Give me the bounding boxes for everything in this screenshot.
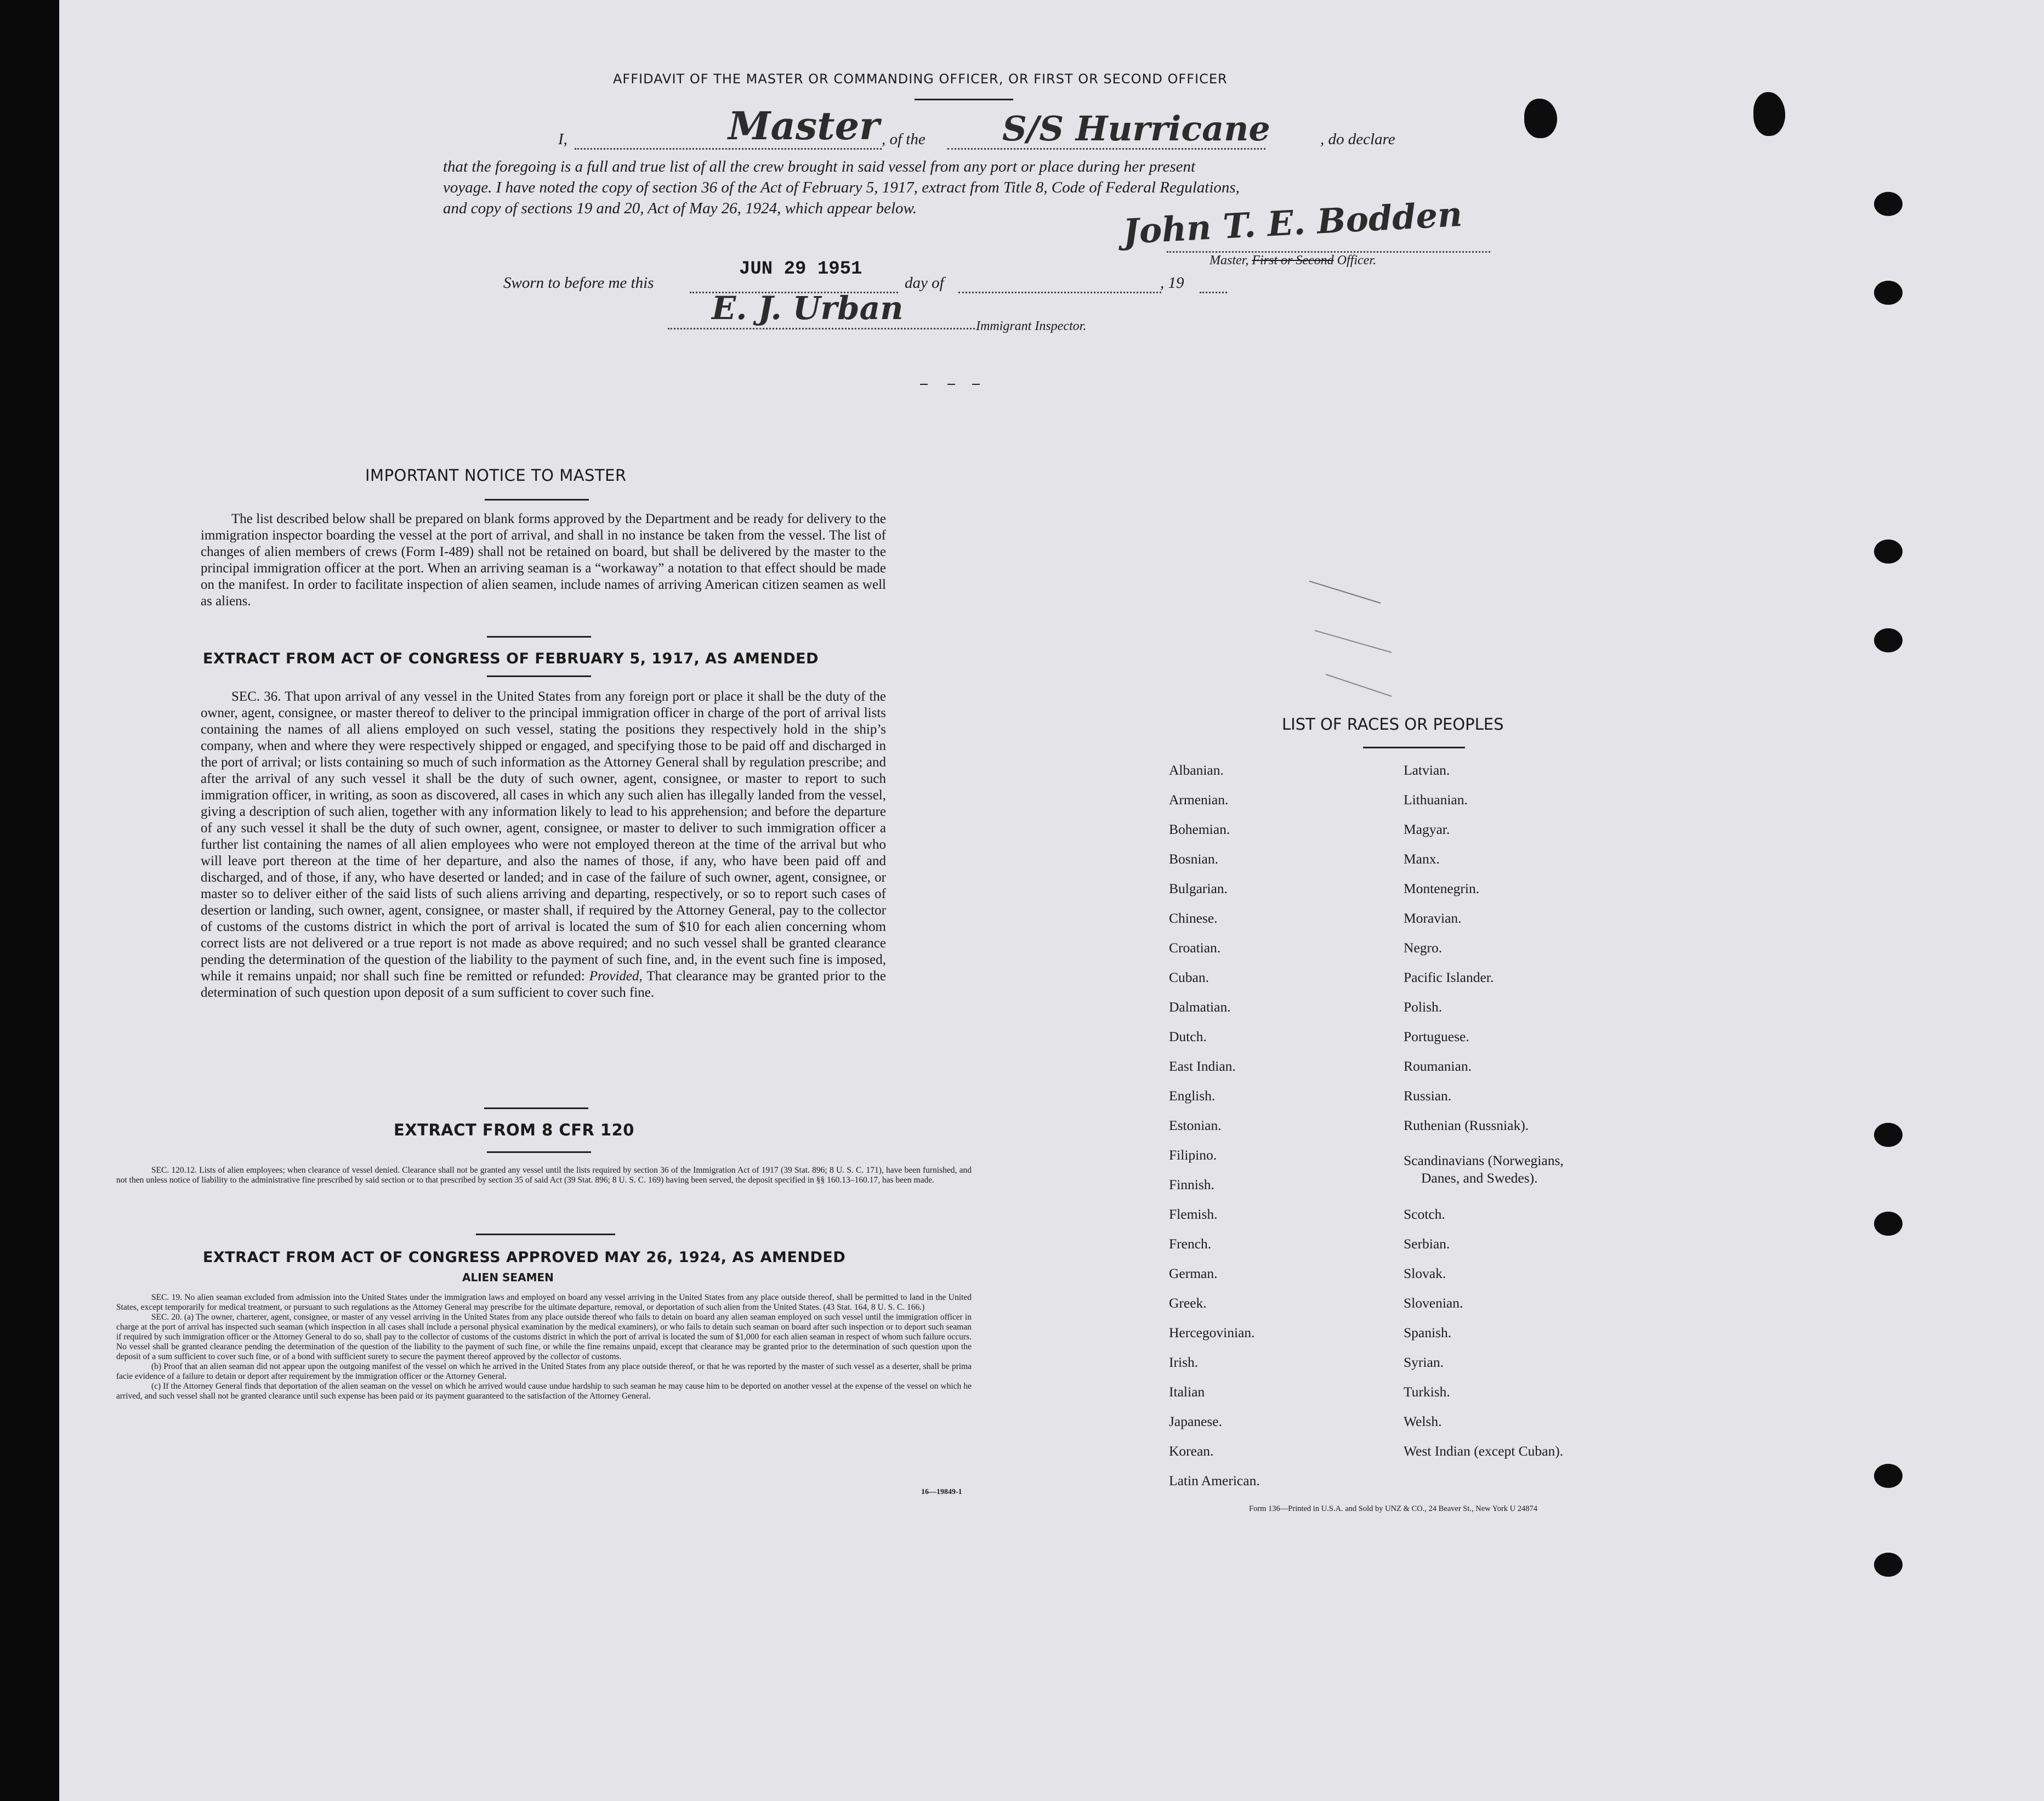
- provided-keyword: Provided,: [589, 969, 643, 984]
- section-divider: [484, 1107, 588, 1109]
- race-col2-item: Spanish.: [1404, 1325, 1452, 1340]
- binder-hole: [1874, 281, 1903, 305]
- inspector-caption: Immigrant Inspector.: [976, 319, 1087, 333]
- i-label: I,: [558, 130, 567, 148]
- extract-1917-divider: [487, 675, 591, 677]
- of-the-label: , of the: [882, 130, 926, 148]
- handwritten-rank: Master: [728, 103, 880, 149]
- race-col1-item: Bohemian.: [1169, 821, 1230, 837]
- binder-hole: [1874, 628, 1903, 652]
- race-col2-item: Moravian.: [1404, 910, 1462, 926]
- stray-mark: [920, 384, 928, 385]
- race-col2-item: Danes, and Swedes).: [1421, 1170, 1538, 1186]
- race-col1-item: Croatian.: [1169, 940, 1221, 956]
- race-col1-item: Cuban.: [1169, 969, 1209, 985]
- race-col2-item: West Indian (except Cuban).: [1404, 1443, 1564, 1459]
- race-col1-item: Italian: [1169, 1384, 1205, 1400]
- section-divider: [476, 1234, 615, 1235]
- alien-seamen-subtitle: ALIEN SEAMEN: [462, 1271, 554, 1284]
- sec36-text-end: That clearance may be granted prior to the determination of such question upon deposit of a sum sufficient to cover such fine.: [201, 969, 886, 1000]
- race-col1-item: Bulgarian.: [1169, 880, 1228, 896]
- race-col2-item: Latvian.: [1404, 762, 1450, 778]
- race-col1-item: English.: [1169, 1088, 1216, 1104]
- race-col2-item: Montenegrin.: [1404, 880, 1480, 896]
- sec20c-text: (c) If the Attorney General finds that deportation of the alien seaman on the vessel on which he arrived would cause undue hardship to such seaman he may cause him to be deported on another vessel at the expense of the vessel on which he arrived, and such vessel shall not be granted clearance until such expense has been paid or its payment guaranteed to the satisfaction of the Attorney General.: [116, 1382, 972, 1401]
- day-of-label: day of: [905, 274, 944, 292]
- race-col1-item: Chinese.: [1169, 910, 1218, 926]
- inspector-signature: E. J. Urban: [712, 289, 904, 327]
- race-col1-item: Albanian.: [1169, 762, 1224, 778]
- race-col2-item: Slovak.: [1404, 1265, 1446, 1281]
- pencil-marks: [1304, 570, 1397, 702]
- form-footer: Form 136—Printed in U.S.A. and Sold by UNZ & CO., 24 Beaver St., New York U 24874: [1249, 1504, 1538, 1513]
- sec19-text: SEC. 19. No alien seaman excluded from admission into the United States under the immigration laws and employed on board any vessel arriving in the United States from any place outside thereof, shall be permitted to land in the United States, except temporarily for medical treatment, or pursuant to such regulations as the Attorney General may prescribe for the ultimate departure, removal, or deportation of such alien from the United States. (43 Stat. 164, 8 U. S. C. 166.): [116, 1293, 972, 1312]
- month-dotted-line: [958, 292, 1161, 293]
- races-divider: [1363, 747, 1465, 748]
- race-col2-item: Welsh.: [1404, 1413, 1442, 1429]
- race-col1-item: Hercegovinian.: [1169, 1325, 1255, 1340]
- do-declare-label: , do declare: [1320, 130, 1395, 148]
- sec36-text: SEC. 36. That upon arrival of any vessel in the United States from any foreign port or place it shall be the duty of the owner, agent, consignee, or master thereof to deliver to the principal immigration officer in charge of the port of arrival lists containing the names of all aliens employed on such vessel, stating the positions they respectively hold in the ship’s company, when and where they were respectively shipped or engaged, and specifying those to be paid off and discharged in the port of arrival; or lists containing so much of such information as the Attorney General shall by regulation prescribe; and after the arrival of any such vessel it shall be the duty of such owner, agent, consignee, or master to report to such immigration officer, in writing, as soon as discovered, all cases in which any such alien has illegally landed from the vessel, giving a description of such alien, together with any information likely to lead to his apprehension; and before the departure of any such vessel it shall be the duty of such owner, agent, consignee, or master to deliver to such immigration officer a further list containing the names of all alien employees who were not employed thereon at the time of the arrival but who will leave port thereon at the time of her departure, and also the names of those, if any, who have been paid off and discharged, and of those, if any, who have deserted or landed; and in case of the failure of such owner, agent, consignee, or master so to deliver either of the said lists of such aliens arriving and departing, respectively, or so to report such cases of desertion or landing, such owner, agent, consignee, or master shall, if required by the Attorney General, pay to the collector of customs of the customs district in which the port of arrival is located the sum of $10 for each alien concerning whom correct lists are not delivered or a true report is not made as above required; and no such vessel shall be granted clearance pending the determination of the question of the liability to the payment of such fine, and, in the event such fine is imposed, while it remains unpaid; nor shall such fine be remitted or refunded:: [201, 689, 886, 984]
- inspector-dotted-line: [668, 328, 975, 329]
- race-col2-item: Scandinavians (Norwegians,: [1404, 1152, 1564, 1168]
- race-col2-item: Ruthenian (Russniak).: [1404, 1117, 1529, 1133]
- race-col2-item: Serbian.: [1404, 1236, 1450, 1252]
- race-col1-item: Filipino.: [1169, 1147, 1217, 1163]
- race-col1-item: Armenian.: [1169, 792, 1229, 808]
- race-col1-item: Bosnian.: [1169, 851, 1218, 867]
- race-col1-item: Estonian.: [1169, 1117, 1222, 1133]
- race-col2-item: Manx.: [1404, 851, 1440, 867]
- stray-mark: [972, 384, 980, 385]
- affidavit-line-2: that the foregoing is a full and true list of all the crew brought in said vessel from any port or place during her present: [443, 158, 1196, 175]
- date-stamp: JUN 29 1951: [739, 259, 862, 280]
- race-col1-item: Greek.: [1169, 1295, 1207, 1311]
- race-col2-item: Syrian.: [1404, 1354, 1444, 1370]
- affidavit-title: AFFIDAVIT OF THE MASTER OR COMMANDING OFFICER, OR FIRST OR SECOND OFFICER: [613, 71, 1228, 87]
- race-col1-item: Dutch.: [1169, 1029, 1207, 1044]
- extract-1917-title: EXTRACT FROM ACT OF CONGRESS OF FEBRUARY 5, 1917, AS AMENDED: [203, 650, 819, 667]
- scanned-form-page: [59, 0, 2044, 1801]
- race-col1-item: Irish.: [1169, 1354, 1199, 1370]
- year-dotted-line: [1200, 292, 1227, 293]
- race-col1-item: Flemish.: [1169, 1206, 1218, 1222]
- master-caption-tail: Officer.: [1337, 253, 1376, 268]
- race-col2-item: Negro.: [1404, 940, 1443, 956]
- race-col1-item: Dalmatian.: [1169, 999, 1231, 1015]
- sec20b-text: (b) Proof that an alien seaman did not appear upon the outgoing manifest of the vessel on which he arrived in the United States from any place outside thereof, or that he was reported by the master of such vessel as a deserter, shall be prima facie evidence of a failure to detain or deport after requirement by the immigration officer or the Attorney General.: [116, 1362, 972, 1381]
- stray-mark: [947, 384, 955, 385]
- cfr-divider: [487, 1151, 591, 1153]
- master-caption-struck: First or Second: [1252, 253, 1334, 268]
- race-col1-item: Finnish.: [1169, 1177, 1214, 1192]
- signature-dotted-line: [1167, 251, 1490, 253]
- sec20a-text: SEC. 20. (a) The owner, charterer, agent, consignee, or master of any vessel arriving in the United States from any place outside thereof who fails to detain on board any alien seaman employed on such vessel until the immigration officer in charge at the port of arrival has inspected such seaman (which inspection in all cases shall include a personal physical examination by the medical examiners), or who fails to detain such seaman on board after such inspection or to deport such seaman if required by such immigration officer or the Attorney General to do so, shall pay to the collector of customs of the customs district in which the port of arrival is located the sum of $1,000 for each alien seaman in respect of whom such failure occurs. No vessel shall be granted clearance pending the determination of the question of the liability to the payment of such fine, or while the fine remains unpaid, except that clearance may be granted prior to the determination of such question upon the deposit of a sum sufficient to cover such fine, or of a bond with sufficient surety to secure the payment thereof approved by the collector of customs.: [116, 1313, 972, 1361]
- affidavit-line-4: and copy of sections 19 and 20, Act of May 26, 1924, which appear below.: [443, 200, 917, 217]
- notice-text: The list described below shall be prepared on blank forms approved by the Department and be ready for delivery to the immigration inspector boarding the vessel at the port of arrival, and shall in no instance be taken from the vessel. The list of changes of alien members of crews (Form I-489) shall not be retained on board, but shall be delivered by the master to the principal immigration officer at the port. When an arriving seaman is a “workaway” a notation to that effect should be made on the manifest. In order to facilitate inspection of alien seamen, include names of arriving American citizen seamen as well as aliens.: [201, 512, 886, 609]
- binder-hole: [1874, 192, 1903, 216]
- race-col2-item: Roumanian.: [1404, 1058, 1472, 1074]
- cfr-text: SEC. 120.12. Lists of alien employees; when clearance of vessel denied. Clearance shall not be granted any vessel until the lists required by section 36 of the Immigration Act of 1917 (39 Stat. 896; 8 U. S. C. 171), have been furnished, and not then unless notice of liability to the administrative fine prescribed by said section or to that prescribed by section 35 of said Act (39 Stat. 896; 8 U. S. C. 169) having been served, the deposit specified in §§ 160.13–160.17, has been made.: [116, 1166, 972, 1185]
- affidavit-line-3: voyage. I have noted the copy of section 36 of the Act of February 5, 1917, extract from Title 8, Code of Federal Regulations,: [443, 179, 1240, 196]
- master-signature: John T. E. Bodden: [1122, 194, 1463, 252]
- extract-1924-title: EXTRACT FROM ACT OF CONGRESS APPROVED MAY 26, 1924, AS AMENDED: [203, 1249, 846, 1266]
- extract-1917-text: [201, 689, 886, 1001]
- race-col2-item: Polish.: [1404, 999, 1443, 1015]
- binder-hole: [1874, 1212, 1903, 1236]
- race-col1-item: Latin American.: [1169, 1473, 1260, 1488]
- binder-hole: [1874, 1553, 1903, 1577]
- race-col2-item: Lithuanian.: [1404, 792, 1468, 808]
- section-divider: [487, 636, 591, 638]
- race-col1-item: Korean.: [1169, 1443, 1214, 1459]
- race-col2-item: Turkish.: [1404, 1384, 1450, 1400]
- extract-1924-text: [116, 1293, 972, 1401]
- race-col1-item: German.: [1169, 1265, 1218, 1281]
- sworn-label: Sworn to before me this: [503, 274, 654, 292]
- race-col1-item: French.: [1169, 1236, 1212, 1252]
- race-col2-item: Pacific Islander.: [1404, 969, 1494, 985]
- notice-divider: [485, 499, 589, 501]
- ink-blot: [1524, 99, 1557, 138]
- races-title: LIST OF RACES OR PEOPLES: [1282, 715, 1504, 734]
- master-caption-lead: Master,: [1210, 253, 1249, 268]
- handwritten-vessel: S/S Hurricane: [1002, 109, 1270, 149]
- race-col2-item: Russian.: [1404, 1088, 1452, 1104]
- race-col1-item: Japanese.: [1169, 1413, 1222, 1429]
- race-col2-item: Portuguese.: [1404, 1029, 1469, 1044]
- race-col2-item: Slovenian.: [1404, 1295, 1463, 1311]
- race-col2-item: Magyar.: [1404, 821, 1450, 837]
- binder-hole: [1874, 539, 1903, 564]
- print-code: 16—19849-1: [921, 1488, 962, 1496]
- binder-hole: [1874, 1123, 1903, 1147]
- race-col2-item: Scotch.: [1404, 1206, 1445, 1222]
- ink-blot: [1753, 92, 1785, 136]
- binder-hole: [1874, 1464, 1903, 1488]
- race-col1-item: East Indian.: [1169, 1058, 1236, 1074]
- year-label: , 19: [1160, 274, 1184, 292]
- notice-title: IMPORTANT NOTICE TO MASTER: [365, 466, 627, 485]
- master-caption: [1210, 253, 1376, 268]
- title-divider: [915, 99, 1013, 100]
- cfr-title: EXTRACT FROM 8 CFR 120: [394, 1121, 634, 1139]
